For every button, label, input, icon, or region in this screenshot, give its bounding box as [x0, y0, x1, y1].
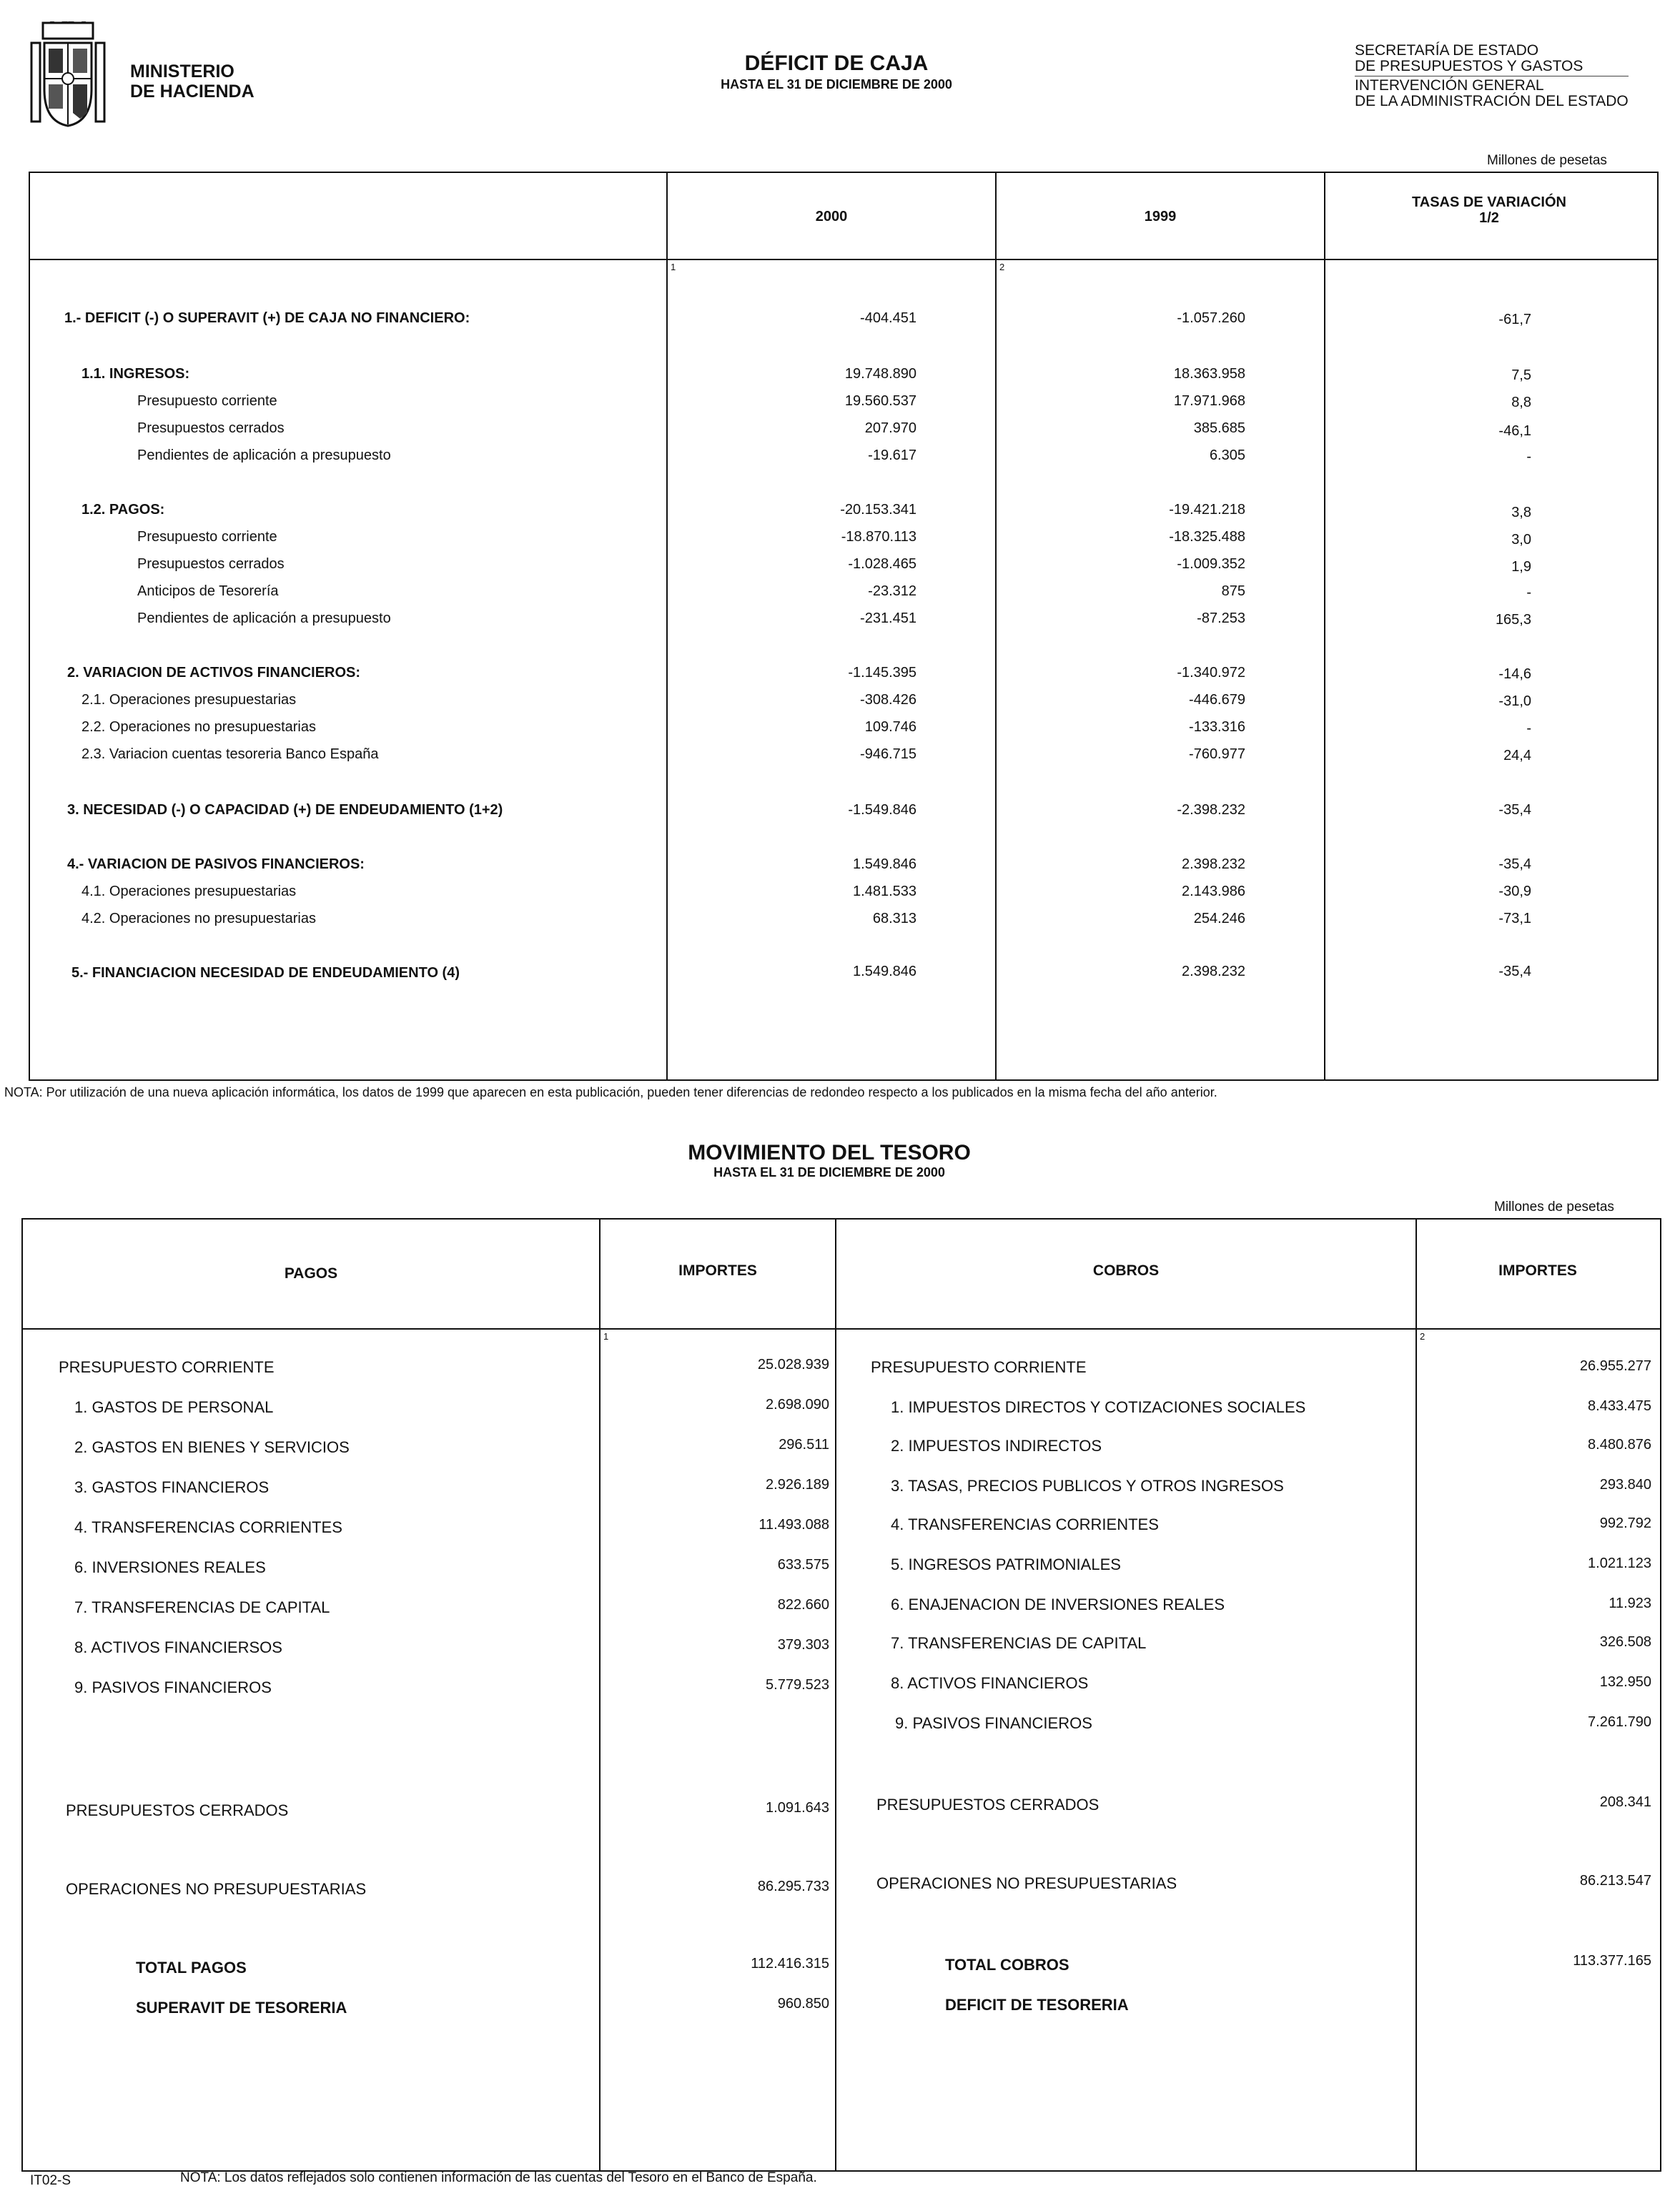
cobros-label: 5. INGRESOS PATRIMONIALES	[891, 1556, 1121, 1573]
deficit-row-2000: -18.870.113	[841, 529, 916, 545]
pagos-label: 9. PASIVOS FINANCIEROS	[74, 1678, 272, 1696]
deficit-row-tasa: -31,0	[1498, 693, 1531, 709]
deficit-row-2000: -404.451	[860, 310, 916, 326]
cobros-value: 7.261.790	[1588, 1714, 1651, 1730]
pagos-value: 2.698.090	[766, 1397, 829, 1413]
deficit-row-2000: 19.748.890	[844, 366, 916, 382]
pagos-label: OPERACIONES NO PRESUPUESTARIAS	[66, 1880, 367, 1898]
deficit-row-1999: -87.253	[1197, 610, 1245, 626]
tesoro-units: Millones de pesetas	[1494, 1200, 1614, 1215]
pagos-label: 3. GASTOS FINANCIEROS	[74, 1478, 270, 1496]
cobros-label: 9. PASIVOS FINANCIEROS	[895, 1714, 1092, 1732]
deficit-row-2000: -308.426	[860, 692, 916, 708]
deficit-row-1999: 17.971.968	[1173, 393, 1245, 409]
deficit-row-tasa: -	[1526, 449, 1531, 465]
pagos-label: 6. INVERSIONES REALES	[74, 1558, 266, 1576]
deficit-row-label: Presupuesto corriente	[137, 529, 277, 545]
pagos-value: 633.575	[777, 1557, 829, 1573]
deficit-row-2000: 1.481.533	[853, 884, 916, 899]
deficit-col-tasas-title: TASAS DE VARIACIÓN	[1412, 194, 1566, 210]
ministry-line-2: DE HACIENDA	[130, 81, 255, 102]
deficit-units: Millones de pesetas	[1487, 153, 1607, 168]
deficit-col-2000: 2000	[815, 209, 848, 224]
tesoro-colnum-2: 2	[1420, 1331, 1425, 1342]
deficit-row-label: Pendientes de aplicación a presupuesto	[137, 610, 391, 626]
cobros-label: 4. TRANSFERENCIAS CORRIENTES	[891, 1515, 1159, 1533]
deficit-col-divider-1	[666, 173, 668, 1079]
deficit-row-2000: -19.617	[868, 447, 916, 463]
pagos-value: 296.511	[779, 1437, 829, 1453]
pagos-value: 86.295.733	[757, 1879, 829, 1894]
cobros-value: 26.955.277	[1579, 1358, 1651, 1374]
page-title: DÉFICIT DE CAJA	[744, 51, 929, 75]
tesoro-title: MOVIMIENTO DEL TESORO	[688, 1141, 971, 1164]
pagos-label: 1. GASTOS DE PERSONAL	[74, 1398, 274, 1416]
pagos-value: 960.850	[777, 1996, 829, 2012]
cobros-label: 7. TRANSFERENCIAS DE CAPITAL	[891, 1634, 1147, 1652]
tesoro-table	[21, 1218, 1661, 2172]
deficit-row-label: 5.- FINANCIACION NECESIDAD DE ENDEUDAMIENTO (4)	[71, 965, 460, 981]
pagos-value: 379.303	[777, 1637, 829, 1653]
tesoro-col-cobros: COBROS	[1092, 1262, 1160, 1279]
cobros-value: 1.021.123	[1588, 1556, 1651, 1571]
cobros-value: 8.433.475	[1588, 1398, 1651, 1414]
deficit-col-divider-3	[1324, 173, 1325, 1079]
secretaria-block	[1355, 43, 1629, 109]
pagos-value: 2.926.189	[766, 1477, 829, 1493]
deficit-col-tasas	[1325, 194, 1653, 226]
deficit-row-1999: -133.316	[1189, 719, 1245, 735]
deficit-row-tasa: -	[1526, 721, 1531, 736]
pagos-label: 8. ACTIVOS FINANCIERSOS	[74, 1638, 282, 1656]
deficit-row-tasa: 3,0	[1511, 532, 1531, 548]
deficit-row-label: 2.1. Operaciones presupuestarias	[81, 692, 297, 708]
deficit-row-label: 4.1. Operaciones presupuestarias	[81, 884, 297, 899]
footer-code: IT02-S	[30, 2173, 71, 2188]
cobros-label: PRESUPUESTOS CERRADOS	[876, 1796, 1100, 1814]
tesoro-col-importes-2: IMPORTES	[1498, 1262, 1577, 1279]
deficit-row-label: 2. VARIACION DE ACTIVOS FINANCIEROS:	[67, 665, 361, 681]
tesoro-col-importes-1: IMPORTES	[678, 1262, 757, 1279]
cobros-label: PRESUPUESTO CORRIENTE	[871, 1358, 1087, 1376]
deficit-col-tasas-sub: 1/2	[1479, 210, 1499, 226]
deficit-row-1999: -760.977	[1189, 746, 1245, 762]
tesoro-colnum-1: 1	[603, 1331, 609, 1342]
intervencion-line-1: INTERVENCIÓN GENERAL	[1355, 77, 1544, 94]
pagos-value: 11.493.088	[759, 1517, 829, 1533]
deficit-row-label: Presupuestos cerrados	[137, 420, 285, 436]
deficit-row-2000: -231.451	[860, 610, 916, 626]
deficit-row-tasa: -73,1	[1498, 911, 1531, 926]
deficit-row-2000: 1.549.846	[853, 964, 916, 979]
deficit-row-2000: -23.312	[868, 583, 916, 599]
cobros-value: 326.508	[1599, 1634, 1651, 1650]
deficit-row-2000: 1.549.846	[853, 856, 916, 872]
deficit-row-label: 4.2. Operaciones no presupuestarias	[81, 911, 316, 926]
tesoro-note: NOTA: Los datos reflejados solo contienen información de las cuentas del Tesoro en el Banco de España.	[180, 2170, 817, 2185]
tesoro-col-divider-2	[835, 1220, 836, 2170]
cobros-label: 1. IMPUESTOS DIRECTOS Y COTIZACIONES SOCIALES	[891, 1398, 1306, 1416]
deficit-row-1999: -19.421.218	[1169, 502, 1245, 518]
cobros-value: 992.792	[1599, 1515, 1651, 1531]
deficit-row-tasa: -46,1	[1498, 423, 1531, 439]
cobros-label: OPERACIONES NO PRESUPUESTARIAS	[876, 1874, 1177, 1892]
deficit-row-tasa: 7,5	[1511, 367, 1531, 383]
deficit-row-tasa: 3,8	[1511, 505, 1531, 520]
tesoro-subtitle: HASTA EL 31 DE DICIEMBRE DE 2000	[713, 1165, 945, 1179]
deficit-row-1999: 18.363.958	[1173, 366, 1245, 382]
deficit-row-label: 4.- VARIACION DE PASIVOS FINANCIEROS:	[67, 856, 365, 872]
deficit-row-label: Presupuesto corriente	[137, 393, 277, 409]
pagos-value: 822.660	[777, 1597, 829, 1613]
deficit-col-divider-2	[995, 173, 997, 1079]
deficit-row-label: 2.3. Variacion cuentas tesoreria Banco España	[81, 746, 379, 762]
deficit-row-label: Presupuestos cerrados	[137, 556, 285, 572]
ministry-name	[130, 61, 255, 102]
tesoro-col-pagos: PAGOS	[284, 1265, 338, 1282]
deficit-row-1999: -446.679	[1189, 692, 1245, 708]
deficit-row-2000: 207.970	[864, 420, 916, 436]
deficit-row-2000: -1.145.395	[848, 665, 916, 681]
deficit-row-2000: 19.560.537	[844, 393, 916, 409]
coat-of-arms-logo	[29, 21, 107, 129]
deficit-row-2000: -946.715	[860, 746, 916, 762]
deficit-row-label: 1.2. PAGOS:	[81, 502, 165, 518]
deficit-row-tasa: -35,4	[1498, 802, 1531, 818]
cobros-value: 293.840	[1599, 1477, 1651, 1493]
tesoro-title-block	[558, 1141, 1101, 1180]
pagos-label: SUPERAVIT DE TESORERIA	[136, 1999, 347, 2017]
page-subtitle: HASTA EL 31 DE DICIEMBRE DE 2000	[721, 77, 952, 92]
deficit-row-2000: 68.313	[872, 911, 916, 926]
deficit-row-1999: 2.398.232	[1182, 964, 1245, 979]
pagos-label: 7. TRANSFERENCIAS DE CAPITAL	[74, 1598, 330, 1616]
deficit-row-tasa: 165,3	[1495, 612, 1531, 628]
deficit-row-1999: 2.398.232	[1182, 856, 1245, 872]
deficit-row-1999: 2.143.986	[1182, 884, 1245, 899]
pagos-value: 1.091.643	[766, 1800, 829, 1816]
cobros-label: DEFICIT DE TESORERIA	[945, 1996, 1129, 2014]
pagos-label: 2. GASTOS EN BIENES Y SERVICIOS	[74, 1438, 350, 1456]
deficit-row-1999: 254.246	[1193, 911, 1245, 926]
deficit-colnum-2: 2	[999, 262, 1005, 272]
deficit-row-1999: 6.305	[1209, 447, 1245, 463]
cobros-label: 3. TASAS, PRECIOS PUBLICOS Y OTROS INGRESOS	[891, 1477, 1284, 1495]
secretaria-line-2: DE PRESUPUESTOS Y GASTOS	[1355, 58, 1583, 74]
cobros-value: 8.480.876	[1588, 1437, 1651, 1453]
deficit-row-2000: -1.028.465	[848, 556, 916, 572]
deficit-row-tasa: 1,9	[1511, 559, 1531, 575]
deficit-row-2000: -1.549.846	[848, 802, 916, 818]
deficit-row-label: 1.- DEFICIT (-) O SUPERAVIT (+) DE CAJA NO FINANCIERO:	[64, 310, 470, 326]
tesoro-header-divider	[23, 1328, 1660, 1330]
pagos-label: PRESUPUESTO CORRIENTE	[59, 1358, 275, 1376]
pagos-value: 25.028.939	[757, 1357, 829, 1372]
deficit-row-1999: -1.057.260	[1177, 310, 1245, 326]
cobros-label: 6. ENAJENACION DE INVERSIONES REALES	[891, 1596, 1225, 1613]
pagos-label: PRESUPUESTOS CERRADOS	[66, 1801, 289, 1819]
intervencion-line-2: DE LA ADMINISTRACIÓN DEL ESTADO	[1355, 93, 1629, 109]
pagos-value: 5.779.523	[766, 1677, 829, 1693]
pagos-value: 112.416.315	[751, 1956, 829, 1972]
deficit-row-2000: -20.153.341	[840, 502, 916, 518]
deficit-row-1999: -18.325.488	[1169, 529, 1245, 545]
deficit-row-tasa: -61,7	[1498, 312, 1531, 327]
deficit-note: NOTA: Por utilización de una nueva aplicación informática, los datos de 1999 que aparecen en esta publicación, pueden tener diferencias de redondeo respecto a los publicados en la misma fecha del año anterior.	[4, 1085, 1217, 1099]
deficit-row-1999: 385.685	[1193, 420, 1245, 436]
deficit-header-divider	[30, 259, 1657, 260]
pagos-label: 4. TRANSFERENCIAS CORRIENTES	[74, 1518, 342, 1536]
deficit-table	[29, 172, 1659, 1081]
deficit-row-label: 1.1. INGRESOS:	[81, 366, 190, 382]
deficit-row-tasa: -14,6	[1498, 666, 1531, 682]
deficit-row-1999: -1.340.972	[1177, 665, 1245, 681]
deficit-colnum-1: 1	[671, 262, 676, 272]
deficit-row-1999: -2.398.232	[1177, 802, 1245, 818]
cobros-value: 132.950	[1599, 1674, 1651, 1690]
deficit-row-2000: 109.746	[864, 719, 916, 735]
deficit-row-tasa: -30,9	[1498, 884, 1531, 899]
deficit-row-label: Pendientes de aplicación a presupuesto	[137, 447, 391, 463]
deficit-row-1999: 875	[1221, 583, 1245, 599]
deficit-row-tasa: -35,4	[1498, 964, 1531, 979]
cobros-value: 11.923	[1609, 1596, 1651, 1611]
page-title-block	[572, 51, 1101, 92]
deficit-row-tasa: 8,8	[1511, 395, 1531, 410]
deficit-row-label: Anticipos de Tesorería	[137, 583, 279, 599]
cobros-label: 2. IMPUESTOS INDIRECTOS	[891, 1437, 1102, 1455]
deficit-row-label: 3. NECESIDAD (-) O CAPACIDAD (+) DE ENDEUDAMIENTO (1+2)	[67, 802, 503, 818]
deficit-row-label: 2.2. Operaciones no presupuestarias	[81, 719, 316, 735]
cobros-label: 8. ACTIVOS FINANCIEROS	[891, 1674, 1089, 1692]
cobros-value: 113.377.165	[1573, 1953, 1651, 1969]
pagos-label: TOTAL PAGOS	[136, 1959, 247, 1977]
cobros-value: 208.341	[1599, 1794, 1651, 1810]
deficit-row-1999: -1.009.352	[1177, 556, 1245, 572]
deficit-col-1999: 1999	[1144, 209, 1177, 224]
secretaria-line-1: SECRETARÍA DE ESTADO	[1355, 42, 1539, 59]
deficit-row-tasa: -35,4	[1498, 856, 1531, 872]
deficit-row-tasa: -	[1526, 585, 1531, 600]
cobros-value: 86.213.547	[1579, 1873, 1651, 1889]
deficit-row-tasa: 24,4	[1503, 748, 1531, 763]
ministry-line-1: MINISTERIO	[130, 61, 234, 81]
cobros-label: TOTAL COBROS	[945, 1956, 1069, 1974]
